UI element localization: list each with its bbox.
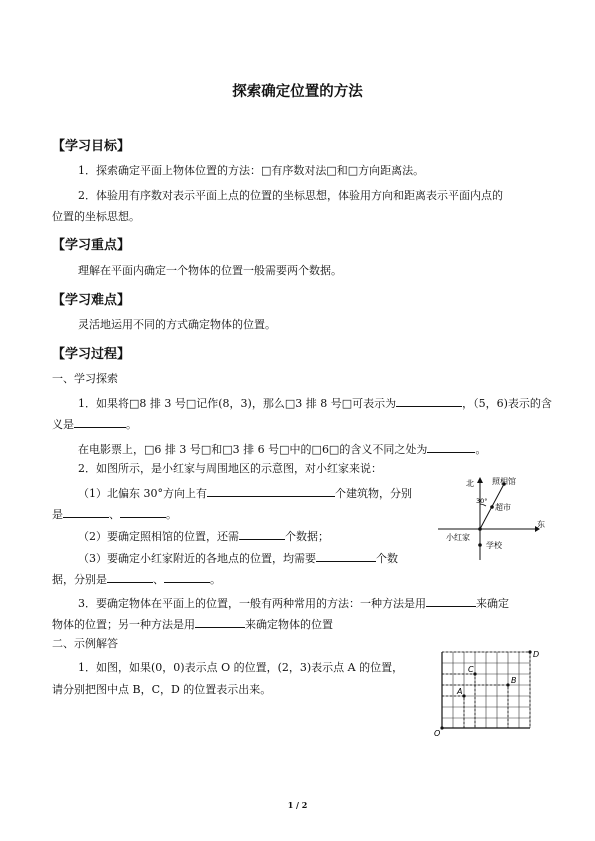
answer-blank[interactable] xyxy=(207,485,335,497)
question-2-sub1-cont xyxy=(52,506,177,522)
label-d: D xyxy=(533,650,540,659)
section-heading-difficult: 【学习难点】 xyxy=(52,293,131,308)
question-2-text: 个建筑物，分别 xyxy=(335,487,412,500)
question-2-intro: 2．如图所示，是小红家与周围地区的示意图，对小红家来说： xyxy=(78,462,382,475)
answer-blank[interactable] xyxy=(164,571,210,583)
question-1-text: 在电影票上，□6 排 3 号□和□3 排 6 号□中的□6□的含义不同之处为 xyxy=(78,443,428,456)
question-3-text: 3．要确定物体在平面上的位置，一般有两种常用的方法：一种方法是用 xyxy=(78,597,426,610)
question-1-text: 1．如果将□8 排 3 号□记作(8，3)，那么□3 排 8 号□可表示为 xyxy=(78,397,397,410)
section-heading-key: 【学习重点】 xyxy=(52,238,131,253)
question-1-text: 。 xyxy=(475,443,487,456)
question-3-text: 来确定 xyxy=(476,597,509,610)
north-label: 北 xyxy=(466,479,474,488)
answer-blank[interactable] xyxy=(239,528,285,540)
supermarket-point xyxy=(490,505,494,509)
goal-2-line2: 位置的坐标思想。 xyxy=(52,210,140,223)
question-2-sub2 xyxy=(78,528,329,544)
key-text: 理解在平面内确定一个物体的位置一般需要两个数据。 xyxy=(78,264,342,277)
question-2-text: 。 xyxy=(210,573,221,586)
question-2-text: 、 xyxy=(153,573,164,586)
question-2-text: 。 xyxy=(166,508,177,521)
school-point xyxy=(478,543,482,547)
goal-2-line1: 2．体验用有序数对表示平面上点的位置的坐标思想，体验用方向和距离表示平面内点的 xyxy=(78,189,503,202)
question-2-sub3-cont xyxy=(52,571,221,587)
question-2-sub3 xyxy=(78,550,398,566)
example-1-line1: 1．如图，如果(0，0)表示点 O 的位置，(2，3)表示点 A 的位置， xyxy=(78,661,404,674)
grid-lines xyxy=(442,652,530,728)
part2-title: 二、示例解答 xyxy=(52,637,118,650)
answer-blank[interactable] xyxy=(316,550,376,562)
question-2-text: （2）要确定照相馆的位置，还需 xyxy=(78,530,239,543)
answer-blank[interactable] xyxy=(426,595,476,607)
label-o: O xyxy=(434,729,441,738)
goal-1: 1．探索确定平面上物体位置的方法：□有序数对法□和□方向距离法。 xyxy=(78,164,425,177)
answer-blank[interactable] xyxy=(195,616,245,628)
section-heading-goals: 【学习目标】 xyxy=(52,139,131,154)
question-2-text: 是 xyxy=(52,508,63,521)
question-3-text: 来确定物体的位置 xyxy=(245,618,333,631)
question-2-text: （3）要确定小红家附近的各地点的位置，均需要 xyxy=(78,552,316,565)
answer-blank[interactable] xyxy=(396,395,462,407)
grid-diagram xyxy=(432,646,542,738)
photo-studio-label: 照相馆 xyxy=(492,477,516,486)
label-c: C xyxy=(468,665,474,674)
north-arrow-icon xyxy=(477,477,483,483)
point-b xyxy=(506,683,509,686)
question-3-line2 xyxy=(52,616,333,632)
difficult-text: 灵活地运用不同的方式确定物体的位置。 xyxy=(78,318,276,331)
question-2-text: 个数据； xyxy=(285,530,329,543)
school-label: 学校 xyxy=(486,541,502,550)
page-title: 探索确定位置的方法 xyxy=(232,84,363,100)
question-2-text: 据，分别是 xyxy=(52,573,107,586)
section-heading-process: 【学习过程】 xyxy=(52,347,131,362)
question-2-text: 个数 xyxy=(376,552,398,565)
question-2-sub1 xyxy=(78,485,412,501)
point-d xyxy=(528,650,531,653)
home-label: 小红家 xyxy=(446,533,470,542)
question-1-line2 xyxy=(52,416,137,432)
question-1-text: ，（5，6)表示的含 xyxy=(462,397,552,410)
answer-blank[interactable] xyxy=(427,441,475,453)
point-a xyxy=(462,694,465,697)
question-1-line1 xyxy=(78,395,552,411)
label-b: B xyxy=(511,676,517,685)
part1-title: 一、学习探索 xyxy=(52,372,118,385)
question-2-text: 、 xyxy=(109,508,120,521)
east-label: 东 xyxy=(537,520,545,529)
direction-map-diagram xyxy=(432,474,544,566)
point-o xyxy=(440,726,443,729)
home-point xyxy=(478,527,482,531)
page-number: 1 / 2 xyxy=(287,800,308,810)
answer-blank[interactable] xyxy=(120,506,166,518)
answer-blank[interactable] xyxy=(63,506,109,518)
answer-blank[interactable] xyxy=(107,571,153,583)
label-a: A xyxy=(457,687,463,696)
question-1-text: 义是 xyxy=(52,418,74,431)
question-3-line1 xyxy=(78,595,509,611)
question-1-line3 xyxy=(78,441,486,457)
answer-blank[interactable] xyxy=(74,416,126,428)
question-3-text: 物体的位置；另一种方法是用 xyxy=(52,618,195,631)
question-1-text: 。 xyxy=(126,418,137,431)
point-c xyxy=(473,672,476,675)
example-1-line2: 请分别把图中点 B，C，D 的位置表示出来。 xyxy=(52,683,272,696)
question-2-text: （1）北偏东 30°方向上有 xyxy=(78,487,207,500)
supermarket-label: 超市 xyxy=(495,503,511,512)
angle-label: 30° xyxy=(476,497,488,505)
